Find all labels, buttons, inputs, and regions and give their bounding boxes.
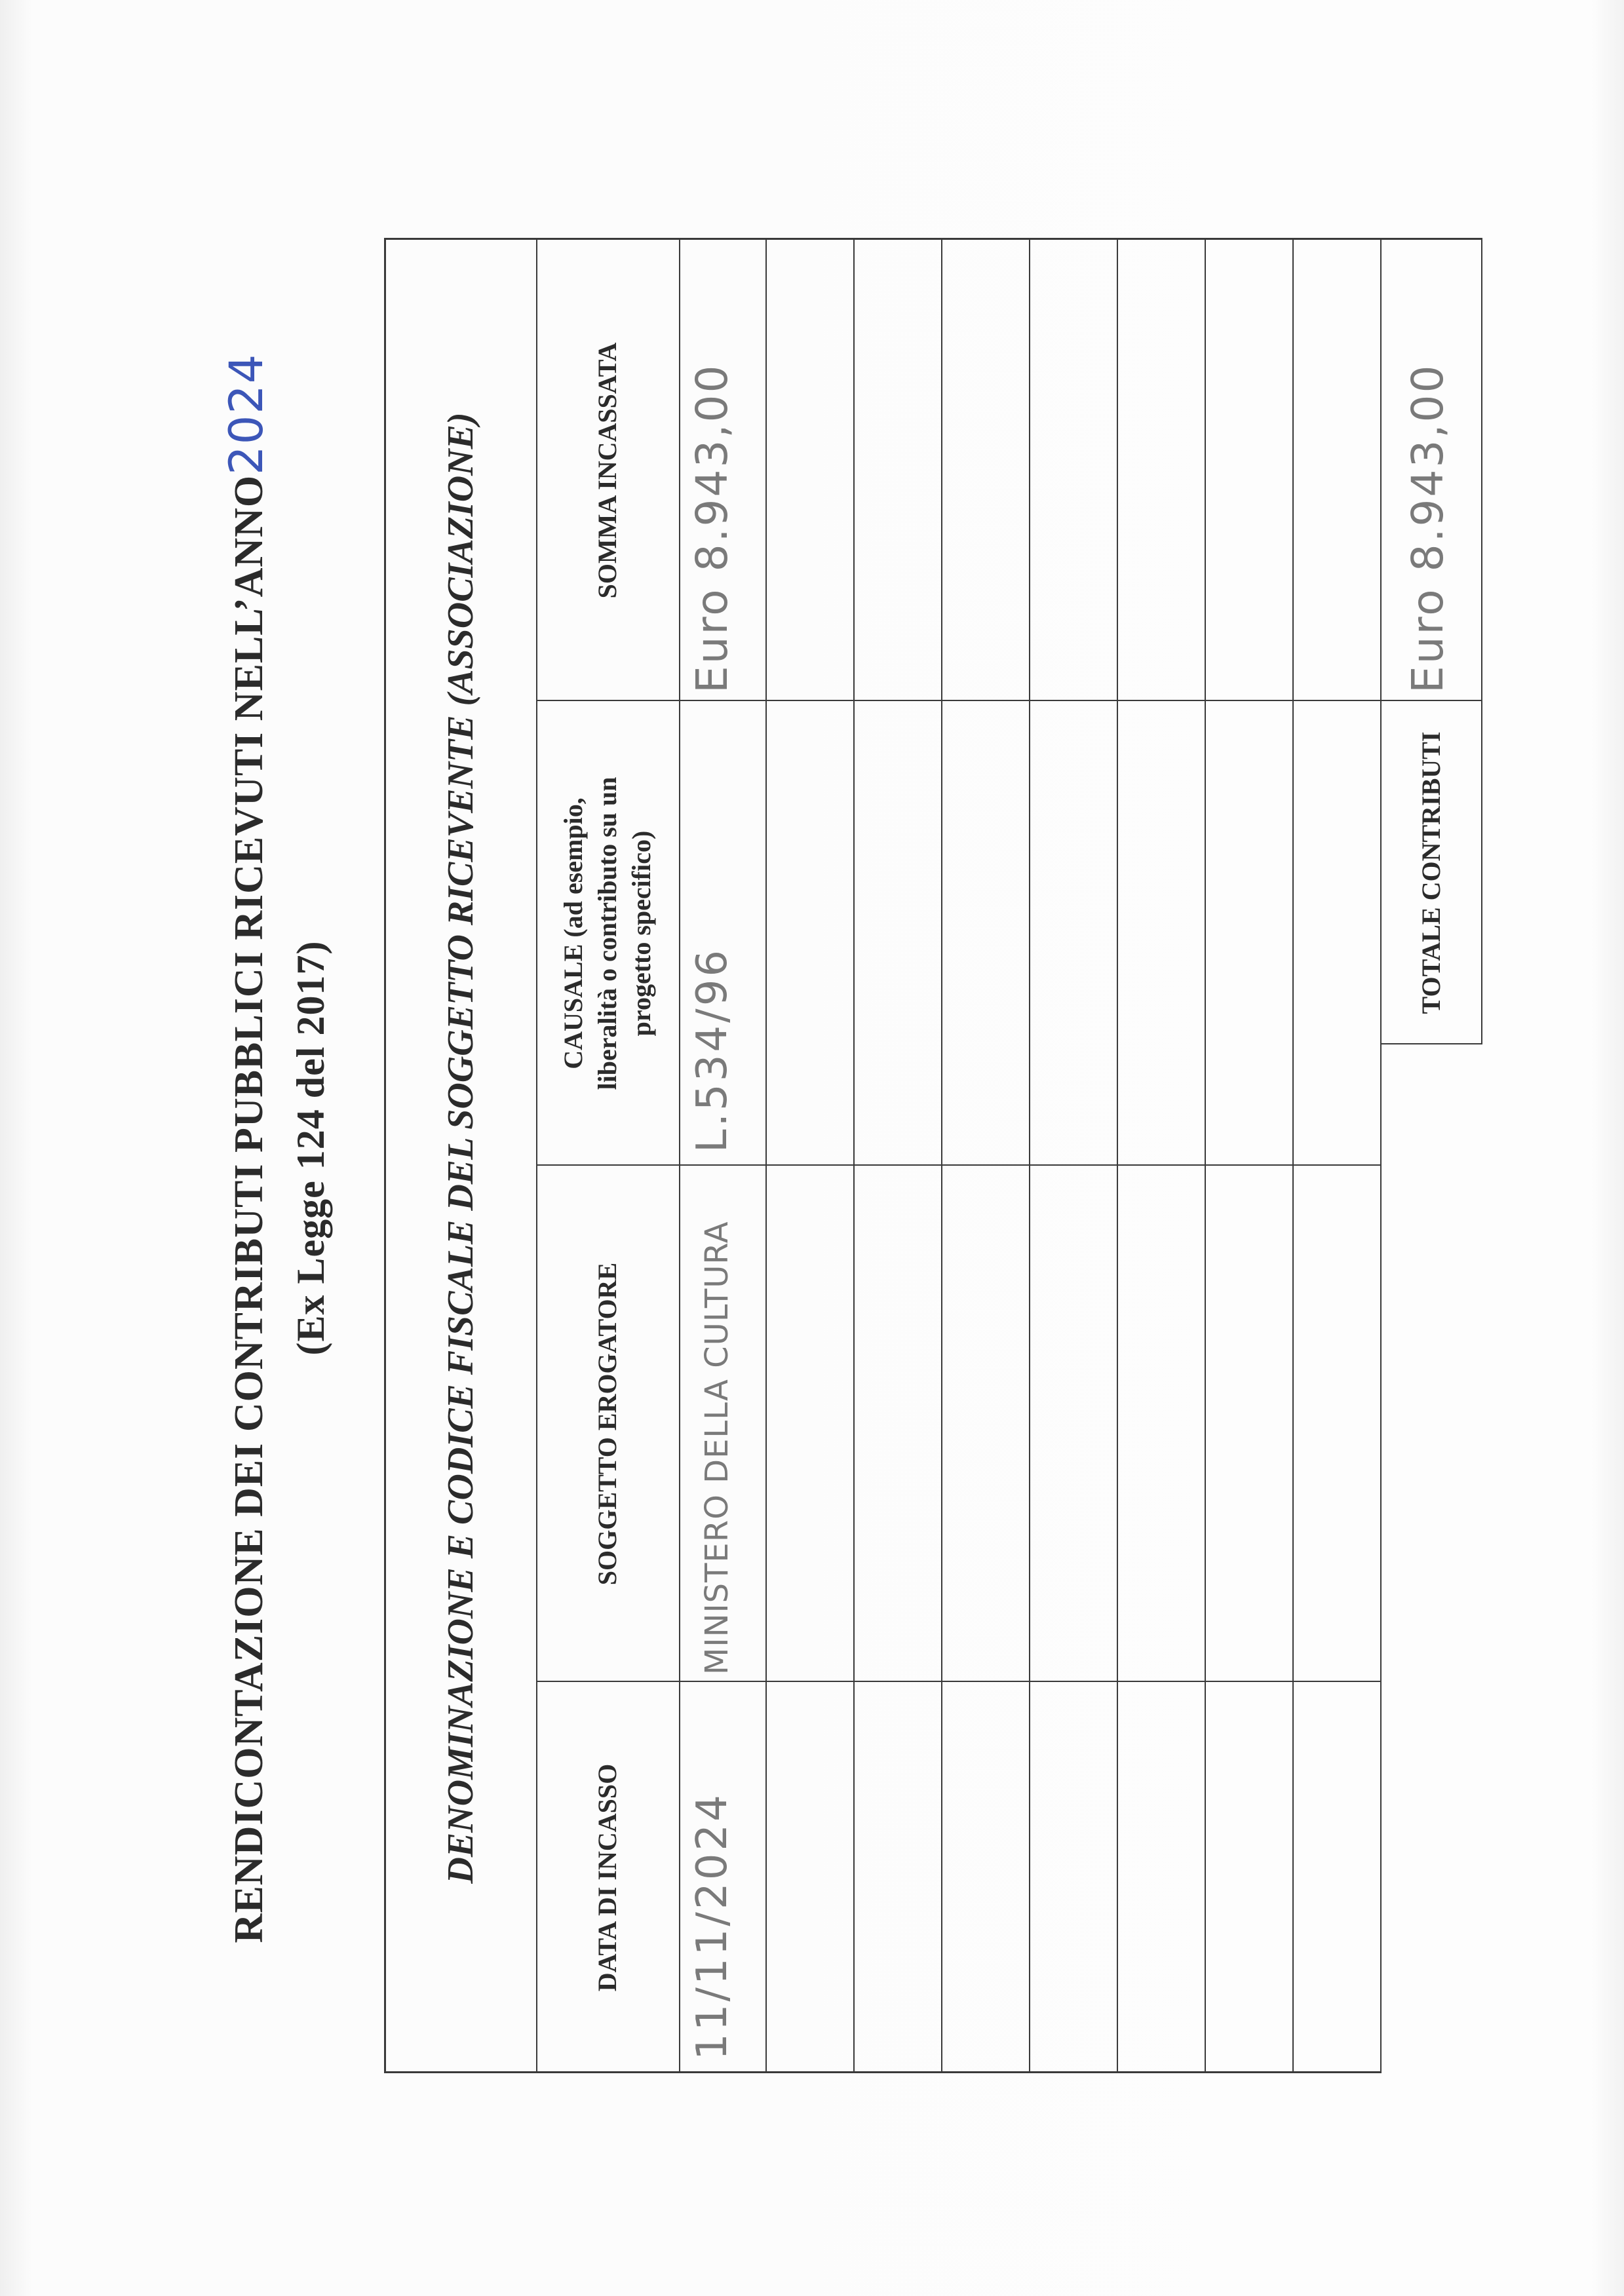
document-title [220, 0, 273, 2296]
col-header-somma-incassata: SOMMA INCASSATA [592, 342, 622, 599]
totale-contributi-value: Euro 8.943,00 [1402, 363, 1453, 693]
handwritten-year: 2024 [220, 353, 273, 475]
causale-line-3: progetto specifico) [627, 830, 656, 1037]
causale-line-1: CAUSALE (ad esempio, [558, 797, 588, 1069]
causale-line-2: liberalità o contributo su un [592, 776, 622, 1090]
document-subtitle: (Ex Legge 124 del 2017) [289, 940, 332, 1356]
col-header-data-incasso: DATA DI INCASSO [592, 1763, 622, 1992]
col-header-causale [536, 701, 679, 1166]
col-header-soggetto-erogatore: SOGGETTO EROGATORE [592, 1262, 622, 1586]
row1-soggetto-erogatore: MINISTERO DELLA CULTURA [699, 1221, 735, 1675]
row1-causale: L.534/96 [688, 947, 737, 1153]
totale-contributi-label: TOTALE CONTRIBUTI [1416, 731, 1446, 1014]
row1-data-incasso: 11/11/2024 [688, 1792, 737, 2060]
title-prefix: RENDICONTAZIONE DEI CONTRIBUTI PUBBLICI RICEVUTI NELL’ANNO [227, 474, 271, 1943]
denominazione-header: DENOMINAZIONE E CODICE FISCALE DEL SOGGETTO RICEVENTE (ASSOCIAZIONE) [440, 412, 481, 1884]
row1-somma-incassata: Euro 8.943,00 [687, 363, 737, 693]
